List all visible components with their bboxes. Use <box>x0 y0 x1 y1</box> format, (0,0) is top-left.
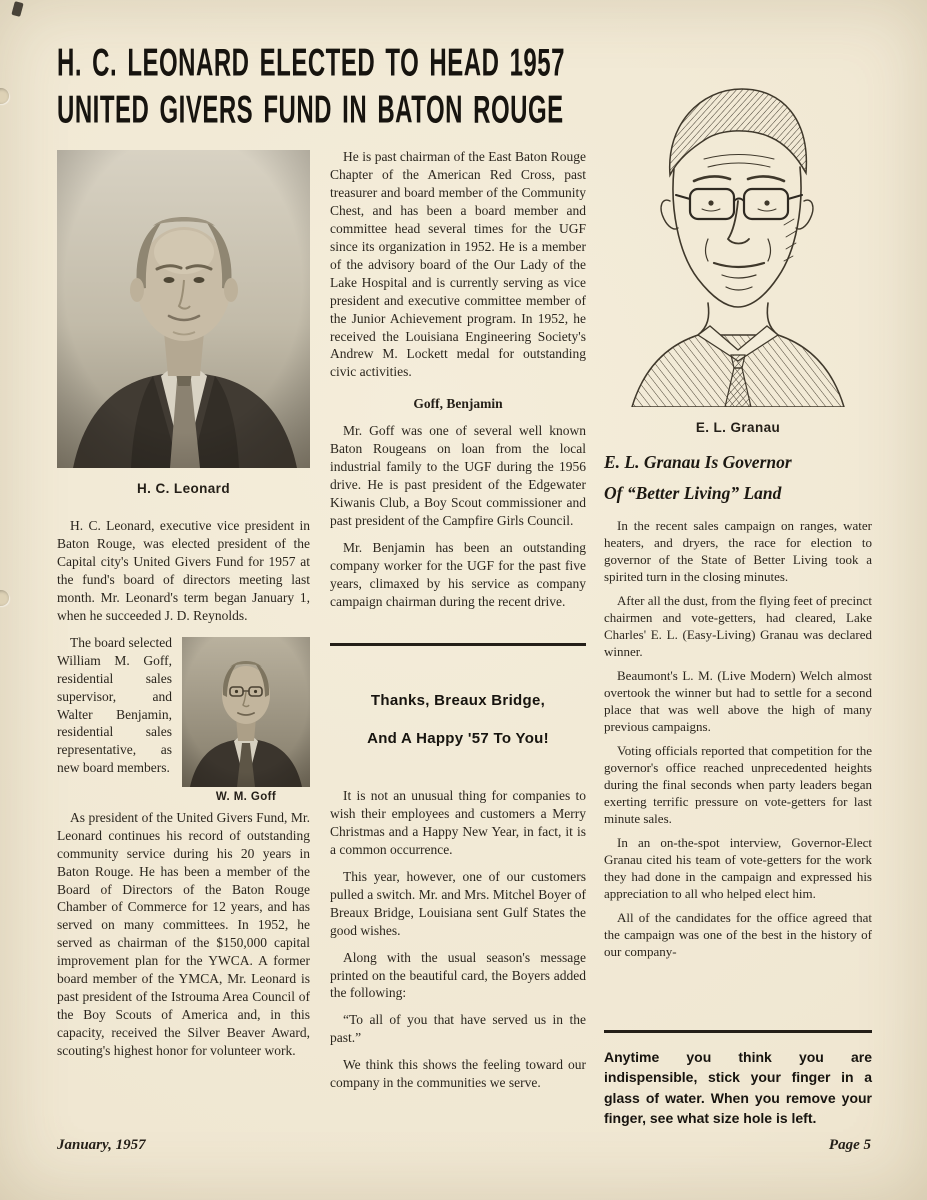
leonard-paragraph-1: H. C. Leonard, executive vice president in Baton Rouge, was elected president of the Capital city's United Givers Fund for 1957 at the fund's board of directors meeting last month. Mr. Leonard's term began January 1, when he succeeded J. D. Reynolds. <box>57 518 310 623</box>
granau-paragraph-6: All of the candidates for the office agreed that the campaign was one of the best in the history of our company- <box>604 910 872 960</box>
leonard-paragraph-3: As president of the United Givers Fund, Mr. Leonard continues his record of outstanding community service during his 20 years in Baton Rouge. He has been a member of the Board of Directors of the Baton Rouge Chamber of Commerce for 12 years, and has served on many committees. In 1952, he served as chairman of the $150,000 capital improvement plan for the YWCA. A former board member of the YMCA, Mr. Leonard is past president of the Istrouma Area Council of the Boy Scouts of America and, in this capacity, received the Silver Beaver Award, scouting's highest honor for volunteer work. <box>57 809 310 1059</box>
punch-hole-middle <box>0 590 9 606</box>
board-members-block <box>57 634 310 803</box>
middle-column <box>330 148 586 1101</box>
headline-line-1: H. C. LEONARD ELECTED TO HEAD 1957 <box>57 41 565 86</box>
granau-paragraph-5: In an on-the-spot interview, Governor-Elect Granau cited his team of vote-getters for the work they had done in the campaign and expressed his appreciation to all who helped elect him. <box>604 835 872 902</box>
leonard-portrait-photo <box>57 150 310 468</box>
section-divider <box>604 1030 872 1033</box>
thanks-paragraph-2: This year, however, one of our customers pulled a switch. Mr. and Mrs. Mitchel Boyer of Breaux Bridge, Louisiana sent Gulf States the good wishes. <box>330 868 586 938</box>
benjamin-paragraph: Mr. Benjamin has been an outstanding company worker for the UGF for the past five years, climaxed by his service as company campaign chairman during the recent drive. <box>330 540 586 609</box>
left-column <box>57 150 310 1069</box>
thanks-heading-line-2: And A Happy '57 To You! <box>367 729 549 747</box>
granau-paragraph-1: In the recent sales campaign on ranges, water heaters, and dryers, the race for election to governor of the State of Better Living took a spirited turn in the closing minutes. <box>604 517 872 584</box>
goff-paragraph: Mr. Goff was one of several well known Baton Rougeans on loan from the local industrial family to the UGF during the 1956 drive. He is past president of the Edgewater Kiwanis Club, a Boy Scout commissioner and past president of the Campfire Girls Council. <box>330 423 586 529</box>
section-divider <box>330 643 586 646</box>
leonard-paragraph-2: The board selected William M. Goff, residential sales supervisor, and Walter Benjamin, residential sales representative, as new board members. <box>57 634 172 776</box>
article-headline <box>57 40 609 134</box>
goff-benjamin-heading: Goff, Benjamin <box>413 396 503 412</box>
thanks-heading-line-1: Thanks, Breaux Bridge, <box>370 691 546 709</box>
granau-sketch-caption: E. L. Granau <box>695 420 781 435</box>
thanks-paragraph-3: Along with the usual season's message printed on the beautiful card, the Boyers added the following: <box>330 949 586 1001</box>
granau-sketch <box>604 55 872 407</box>
punch-hole-top <box>0 88 9 104</box>
granau-article-heading <box>604 453 872 503</box>
filler-quote-box <box>604 1030 872 1128</box>
granau-sketch-figure <box>604 55 872 435</box>
card-quote: “To all of you that have served us in the past.” <box>330 1012 586 1046</box>
leonard-photo-figure <box>57 150 310 496</box>
footer-date: January, 1957 <box>57 1137 146 1153</box>
leonard-photo-caption: H. C. Leonard <box>137 481 230 496</box>
granau-heading-line-1: E. L. Granau Is Governor <box>604 452 792 472</box>
granau-paragraph-4: Voting officials reported that competition for the governor's office reached unprecedented heights during the final seconds when party leaders began exerting terrific pressure on vote-getters for last minute sales. <box>604 742 872 826</box>
thanks-paragraph-1: It is not an unusual thing for companies to wish their employees and customers a Merry Christmas and a Happy New Year, in fact, it is a common occurrence. <box>330 787 586 857</box>
goff-portrait-photo <box>182 637 310 787</box>
headline-line-2: UNITED GIVERS FUND IN BATON ROUGE <box>57 88 564 133</box>
leonard-paragraph-4: He is past chairman of the East Baton Rouge Chapter of the American Red Cross, past treasurer and board member of the Community Chest, and has been a board member and committee head several times for the UGF since its organization in 1952. He is a member of the advisory board of the Our Lady of the Lake Hospital and is currently serving as vice president and executive committee member of the Junior Achievement program. In 1952, he received the Louisiana Engineering Society's Andrew M. Lockett medal for outstanding civic activities. <box>330 149 586 380</box>
goff-photo-figure <box>182 637 310 803</box>
granau-paragraph-3: Beaumont's L. M. (Live Modern) Welch almost overtook the winner but had to settle for a second place that was well above the high of many previous campaigns. <box>604 667 872 734</box>
right-column <box>604 55 872 967</box>
granau-heading-line-2: Of “Better Living” Land <box>604 483 782 504</box>
footer-page-number: Page 5 <box>828 1137 871 1153</box>
granau-paragraph-2: After all the dust, from the flying feet of precinct chairmen and vote-getters, had cleared, Lake Charles' E. L. (Easy-Living) Granau was declared winner. <box>604 592 872 659</box>
scan-artifact-mark <box>11 1 23 17</box>
filler-quote-text: Anytime you think you are indispensible, stick your finger in a glass of water. When you remove your finger, see what size hole is left. <box>604 1049 872 1126</box>
goff-photo-caption: W. M. Goff <box>215 790 277 803</box>
thanks-paragraph-4: We think this shows the feeling toward our company in the communities we serve. <box>330 1057 586 1091</box>
